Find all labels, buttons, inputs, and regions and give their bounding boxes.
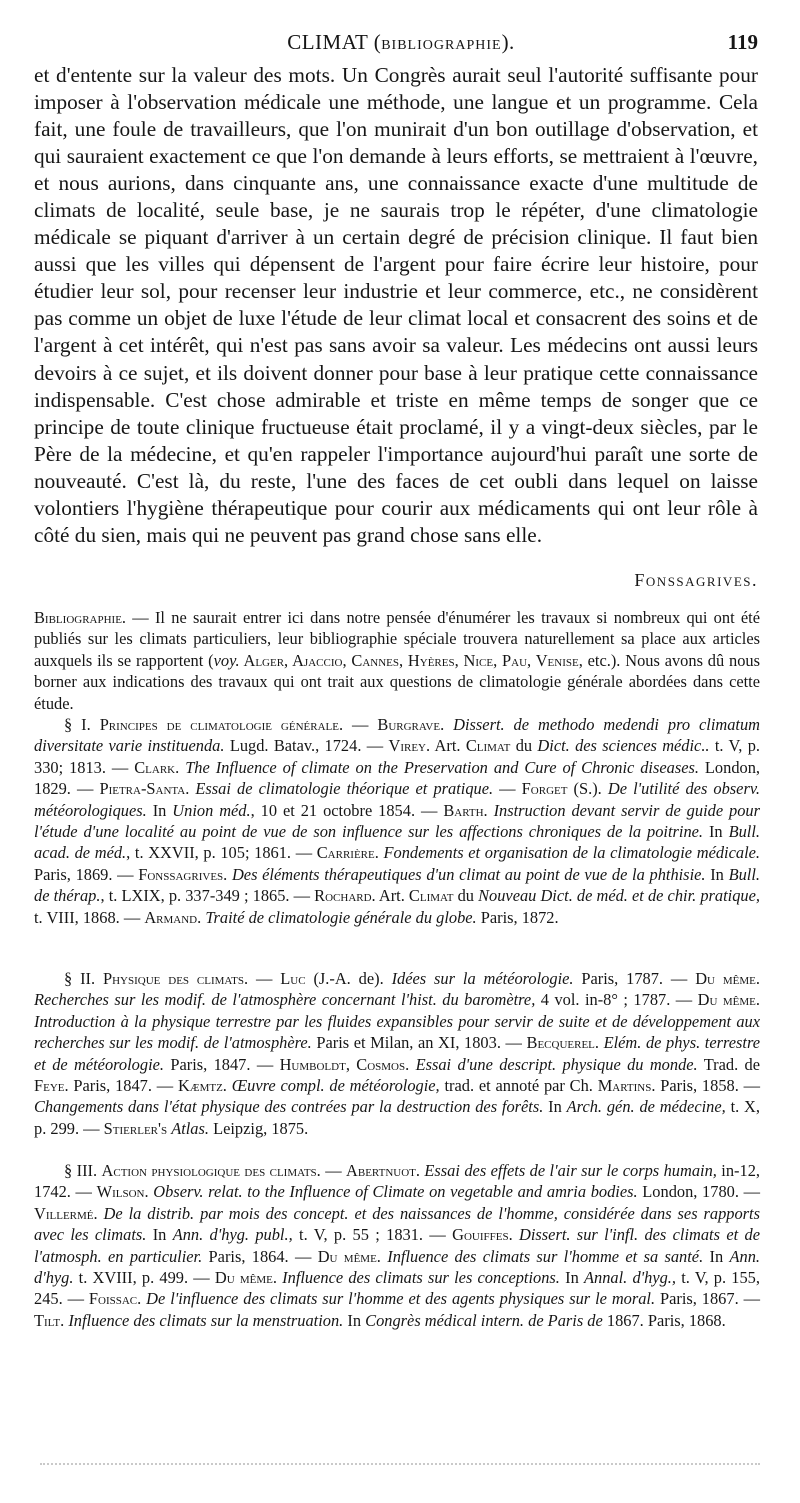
citation-details: (J.-A. de).	[305, 969, 392, 988]
section-number: § III.	[64, 1161, 102, 1180]
citation-details: Paris, 1864. —	[202, 1246, 318, 1266]
work-title: Des éléments thérapeutiques d'un climat au point de vue de la phthisie.	[231, 864, 706, 884]
citation-details: In	[343, 1310, 366, 1330]
journal-title: Arch. gén. de médecine,	[566, 1097, 726, 1117]
section-number: § I.	[64, 715, 100, 734]
author: Armand.	[144, 907, 202, 927]
citation-details: Paris, 1847. —	[68, 1076, 178, 1096]
citation-details: 1867. Paris, 1868.	[602, 1310, 726, 1330]
author: Clark.	[134, 757, 180, 777]
bibliography-lead: Bibliographie.	[34, 608, 127, 627]
author: Martins.	[597, 1076, 656, 1096]
citation-details: In	[703, 1246, 730, 1266]
author: Rochard.	[314, 886, 376, 906]
bibliography-intro	[34, 607, 760, 714]
citation-details: Art.	[430, 736, 466, 756]
citation-details: t. V, p. 155, 245. —	[34, 1268, 760, 1309]
work-title: Atlas.	[171, 1118, 209, 1138]
intro-text: — Il ne saurait entrer ici dans notre pensée d'énumérer les travaux si nombreux qui ont été publiés sur les climats particuliers, leur bibliographie spéciale trouvera naturellement sa place aux articles auxquels ils se rapportent (	[34, 608, 760, 670]
intro-text-end: , etc.). Nous avons dû nous borner aux indications des travaux qui ont trait aux questions de climatologie générale abordées dans cette étude.	[34, 650, 760, 713]
citation-details: Paris, 1872.	[476, 907, 559, 927]
author: Barth.	[443, 800, 488, 820]
work-title: Influence des climats sur l'homme et sa santé.	[387, 1246, 704, 1266]
work-title: Recherches sur les modif. de l'atmosphère concernant l'hist. du baromètre,	[34, 990, 536, 1010]
work-title: Observ. relat. to the Influence of Climate on vegetable and amria bodies.	[153, 1182, 638, 1202]
work-title: Influence des climats sur les conceptions.	[282, 1268, 560, 1288]
citation-details: t. XVIII, p. 499. —	[73, 1268, 215, 1288]
work-title: Influence des climats sur la menstruation.	[68, 1310, 344, 1330]
work-title: Elém. de phys. terrestre et de météorologie.	[34, 1033, 760, 1074]
author: Foissac.	[88, 1289, 142, 1309]
author: Stierler's	[103, 1118, 168, 1138]
page-number: 119	[727, 30, 758, 54]
work-title: Œuvre compl. de météorologie,	[231, 1076, 440, 1096]
author: Fonssagrives.	[138, 864, 228, 884]
section-number: § II.	[64, 969, 103, 988]
work-title: Idées sur la météorologie.	[391, 969, 574, 988]
citation-details: In	[146, 1225, 173, 1245]
author: Du même.	[695, 969, 760, 988]
citation-details: du	[453, 886, 479, 906]
journal-title: Congrès médical intern. de Paris de	[365, 1310, 603, 1330]
running-title	[36, 30, 766, 55]
citation-details: In	[705, 864, 729, 884]
citation-details: Paris, 1867. —	[655, 1289, 760, 1309]
journal-title: Union méd.	[172, 800, 251, 820]
body-paragraph: et d'entente sur la valeur des mots. Un Congrès aurait seul l'autorité suffisante pour imposer à l'observation médicale une méthode, une langue et un programme. Cela fait, une foule de travailleurs, que l'on munirait d'un bon outillage d'observation, et qui sauraient exactement ce que l'on demande à leurs efforts, se mettraient à l'œuvre, et nous aurions, dans cinquante ans, une connaissance exacte d'une multitude de climats de localité, seule base, je ne saurais trop le répéter, d'une climatologie médicale se piquant d'arriver à un certain degré de précision clinique. Il faut bien aussi que les villes qui dépensent de l'argent pour faire écrire leur histoire, pour étudier leur sol, pour recenser leur industrie et leur commerce, etc., ne considèrent pas comme un objet de luxe l'étude de leur climat local et consacrent des soins et de l'argent à cet intérêt, qui n'est pas sans avoir sa valeur. Les médecins ont aussi leurs devoirs à ce sujet, et ils doivent donner pour base à leur pratique cette connaissance indispensable. C'est chose admirable et triste en même temps de songer que ce principe de toute clinique fructueuse était proclamé, il y a vingt-deux siècles, par le Père de la médecine, et qu'en rappeler l'importance aujourd'hui paraît une sorte de nouveauté. C'est là, du reste, l'une des faces de cet oubli dans lequel on laisse volontiers l'hygiène thérapeutique pour courir aux médicaments qui ont leur rôle à côté du sien, mais qui ne peuvent pas grand chose sans elle.	[34, 63, 758, 547]
citation-details: In	[543, 1097, 567, 1117]
section-heading: Physique des climats.	[102, 969, 249, 988]
author: Du même.	[317, 1246, 381, 1266]
journal-title: Annal. d'hyg.,	[583, 1268, 676, 1288]
citation-details: du	[510, 736, 538, 756]
section-heading: Action physiologique des climats.	[101, 1161, 321, 1180]
work-title: Introduction à la physique terrestre par les fluides expansibles pour servir de suite et de développement aux recherches sur les modif. de l'atmosphère.	[34, 1011, 760, 1053]
work-title: Traité de climatologie générale du globe.	[205, 907, 477, 927]
author-signature: Fonssagrives.	[634, 570, 758, 590]
work-title: The Influence of climate on the Preservation and Cure of Chronic diseases.	[185, 757, 699, 777]
section-heading: Principes de climatologie générale.	[99, 715, 344, 734]
running-head	[36, 30, 766, 56]
journal-title: Ann. d'hyg. publ.,	[172, 1225, 293, 1245]
journal-title: Bull. acad. de méd.	[34, 822, 760, 863]
citation-details: London, 1780. —	[637, 1182, 760, 1202]
citation-details: In	[703, 822, 729, 842]
work-title: De l'utilité des observ. météorologiques.	[34, 779, 760, 820]
bibliography-section-2: § II. Physique des climats. — Luc (J.-A. de). Idées sur la météorologie. Paris, 1787. — Du même. Recherches sur les modif. de l'atmosphère concernant l'hist. du baromètre, 4 vol. in-8° ; 1787. — Du même. Introduction à la physique terrestre par les fluides expansibles pour servir de suite et de développement aux recherches sur les modif. de l'atmosphère. Paris et Milan, an XI, 1803. — Becquerel. Elém. de phys. terrestre et de météorologie. Paris, 1847. — Humboldt, Cosmos. Essai d'une descript. physique du monde. Trad. de Feye. Paris, 1847. — Kæmtz. Œuvre compl. de météorologie, trad. et annoté par Ch. Martins. Paris, 1858. — Changements dans l'état physique des contrées par la destruction des forêts. In Arch. gén. de médecine, t. X, p. 299. — Stierler's Atlas. Leipzig, 1875.	[34, 969, 760, 1138]
citation-details: Paris, 1787. —	[573, 969, 696, 988]
citation-details: In	[559, 1268, 584, 1288]
author: Du même.	[697, 990, 760, 1010]
author: Becquerel.	[526, 1033, 599, 1053]
author: Kæmtz.	[177, 1076, 227, 1096]
citation-details: Paris et Milan, an XI, 1803. —	[311, 1033, 527, 1053]
author: Pietra-Santa.	[99, 779, 190, 799]
citation-details: 4 vol. in-8° ; 1787. —	[535, 990, 698, 1010]
journal-title: Bull. de thérap.	[34, 864, 760, 906]
work-title: Essai des effets de l'air sur le corps humain,	[424, 1161, 717, 1180]
citation-details: Paris, 1869. —	[34, 864, 139, 884]
citation-details: Leipzig, 1875.	[208, 1118, 309, 1138]
citation-details: in-12, 1742. —	[34, 1161, 760, 1202]
author: Forget	[521, 779, 568, 799]
author: Villermé.	[34, 1203, 98, 1223]
bibliography-section-3: § III. Action physiologique des climats. — Abertnuot. Essai des effets de l'air sur le corps humain, in-12, 1742. — Wilson. Observ. relat. to the Influence of Climate on vegetable and amria bodies. London, 1780. — Villermé. De la distrib. par mois des concept. et des naissances de l'homme, considérée dans ses rapports avec les climats. In Ann. d'hyg. publ., t. V, p. 55 ; 1831. — Gouiffes. Dissert. sur l'infl. des climats et de l'atmosph. en particulier. Paris, 1864. — Du même. Influence des climats sur l'homme et sa santé. In Ann. d'hyg. t. XVIII, p. 499. — Du même. Influence des climats sur les conceptions. In Annal. d'hyg., t. V, p. 155, 245. — Foissac. De l'influence des climats sur l'homme et des agents physiques sur le moral. Paris, 1867. — Tilt. Influence des climats sur la menstruation. In Congrès médical intern. de Paris de 1867. Paris, 1868.	[34, 1161, 760, 1330]
article-name: Climat	[408, 886, 454, 906]
citation-details: —	[493, 779, 522, 799]
work-title: Dissert. sur l'infl. des climats et de l'atmosph. en particulier.	[34, 1225, 760, 1266]
citation-details: Art.	[375, 886, 409, 906]
author: Feye.	[34, 1076, 69, 1096]
running-title-end: ).	[501, 30, 515, 54]
author: Virey.	[388, 736, 431, 756]
work-title: De la distrib. par mois des concept. et des naissances de l'homme, considérée dans ses rapports avec les climats.	[34, 1203, 760, 1245]
work-title: Dissert. de methodo medendi pro climatum diversitate varie instituenda.	[34, 715, 761, 756]
citation-details: , t. XXVII, p. 105; 1861. —	[126, 843, 317, 863]
author: Abertnuot.	[346, 1161, 420, 1180]
citation-details: Trad. de	[697, 1054, 760, 1074]
work-title: Changements dans l'état physique des contrées par la destruction des forêts.	[34, 1097, 544, 1117]
running-title-main: CLIMAT (	[287, 30, 382, 54]
citation-details: (S.).	[567, 779, 608, 799]
scan-artifact-line	[40, 1463, 760, 1469]
citation-details: Paris, 1858. —	[655, 1076, 760, 1096]
citation-details: , 10 et 21 octobre 1854. —	[250, 800, 444, 820]
work-title: Essai de climatologie théorique et pratique.	[195, 779, 494, 799]
citation-details: Lugd. Batav., 1724. —	[224, 736, 389, 756]
work-title: Essai d'une descript. physique du monde.	[415, 1054, 698, 1074]
citation-details: In	[146, 800, 173, 820]
author: Tilt.	[34, 1310, 65, 1330]
citation-details: , t. LXIX, p. 337-349 ; 1865. —	[100, 886, 315, 906]
citation-details: t. X, p. 299. —	[34, 1097, 760, 1138]
article-name: Climat	[465, 736, 511, 756]
bibliography-section-1: § I. Principes de climatologie générale. — Burgrave. Dissert. de methodo medendi pro climatum diversitate varie instituenda. Lugd. Batav., 1724. — Virey. Art. Climat du Dict. des sciences médic.. t. V, p. 330; 1813. — Clark. The Influence of climate on the Preservation and Cure of Chronic diseases. London, 1829. — Pietra-Santa. Essai de climatologie théorique et pratique. — Forget (S.). De l'utilité des observ. météorologiques. In Union méd., 10 et 21 octobre 1854. — Barth. Instruction devant servir de guide pour l'étude d'une localité au point de vue de son influence sur les affections chroniques de la poitrine. In Bull. acad. de méd., t. XXVII, p. 105; 1861. — Carrière. Fondements et organisation de la climatologie médicale. Paris, 1869. — Fonssagrives. Des éléments thérapeutiques d'un climat au point de vue de la phthisie. In Bull. de thérap., t. LXIX, p. 337-349 ; 1865. — Rochard. Art. Climat du Nouveau Dict. de méd. et de chir. pratique, t. VIII, 1868. — Armand. Traité de climatologie générale du globe. Paris, 1872.	[34, 715, 761, 927]
running-title-subject: BIBLIOGRAPHIE	[381, 38, 502, 53]
work-title: Fondements et organisation de la climatologie médicale.	[383, 843, 760, 863]
author: Wilson.	[96, 1182, 149, 1202]
work-title: Nouveau Dict. de méd. et de chir. pratique,	[478, 886, 760, 906]
citation-details: London, 1829. —	[34, 757, 760, 799]
author: Luc	[280, 969, 306, 988]
author: Humboldt, Cosmos.	[279, 1054, 410, 1074]
author: Du même.	[214, 1268, 277, 1288]
author: Burgrave.	[377, 715, 445, 734]
intro-voy: voy.	[213, 650, 240, 670]
citation-details: t. VIII, 1868. —	[34, 907, 145, 927]
citation-details: t. V, p. 55 ; 1831. —	[292, 1225, 453, 1245]
work-title: Dict. des sciences médic..	[537, 736, 710, 756]
citation-details: t. V, p. 330; 1813. —	[34, 736, 760, 777]
citation-details: trad. et annoté par Ch.	[439, 1076, 598, 1096]
main-text	[34, 62, 758, 549]
journal-title: Ann. d'hyg.	[34, 1246, 760, 1288]
intro-places: Alger, Ajaccio, Cannes, Hyères, Nice, Pau, Venise	[239, 650, 579, 670]
work-title: De l'influence des climats sur l'homme et des agents physiques sur le moral.	[146, 1289, 656, 1309]
citation-details: Paris, 1847. —	[164, 1054, 280, 1074]
author: Gouiffes.	[452, 1225, 513, 1245]
author: Carrière.	[316, 843, 379, 863]
work-title: Instruction devant servir de guide pour l'étude d'une localité au point de vue de son influence sur les affections chroniques de la poitrine.	[34, 800, 760, 842]
